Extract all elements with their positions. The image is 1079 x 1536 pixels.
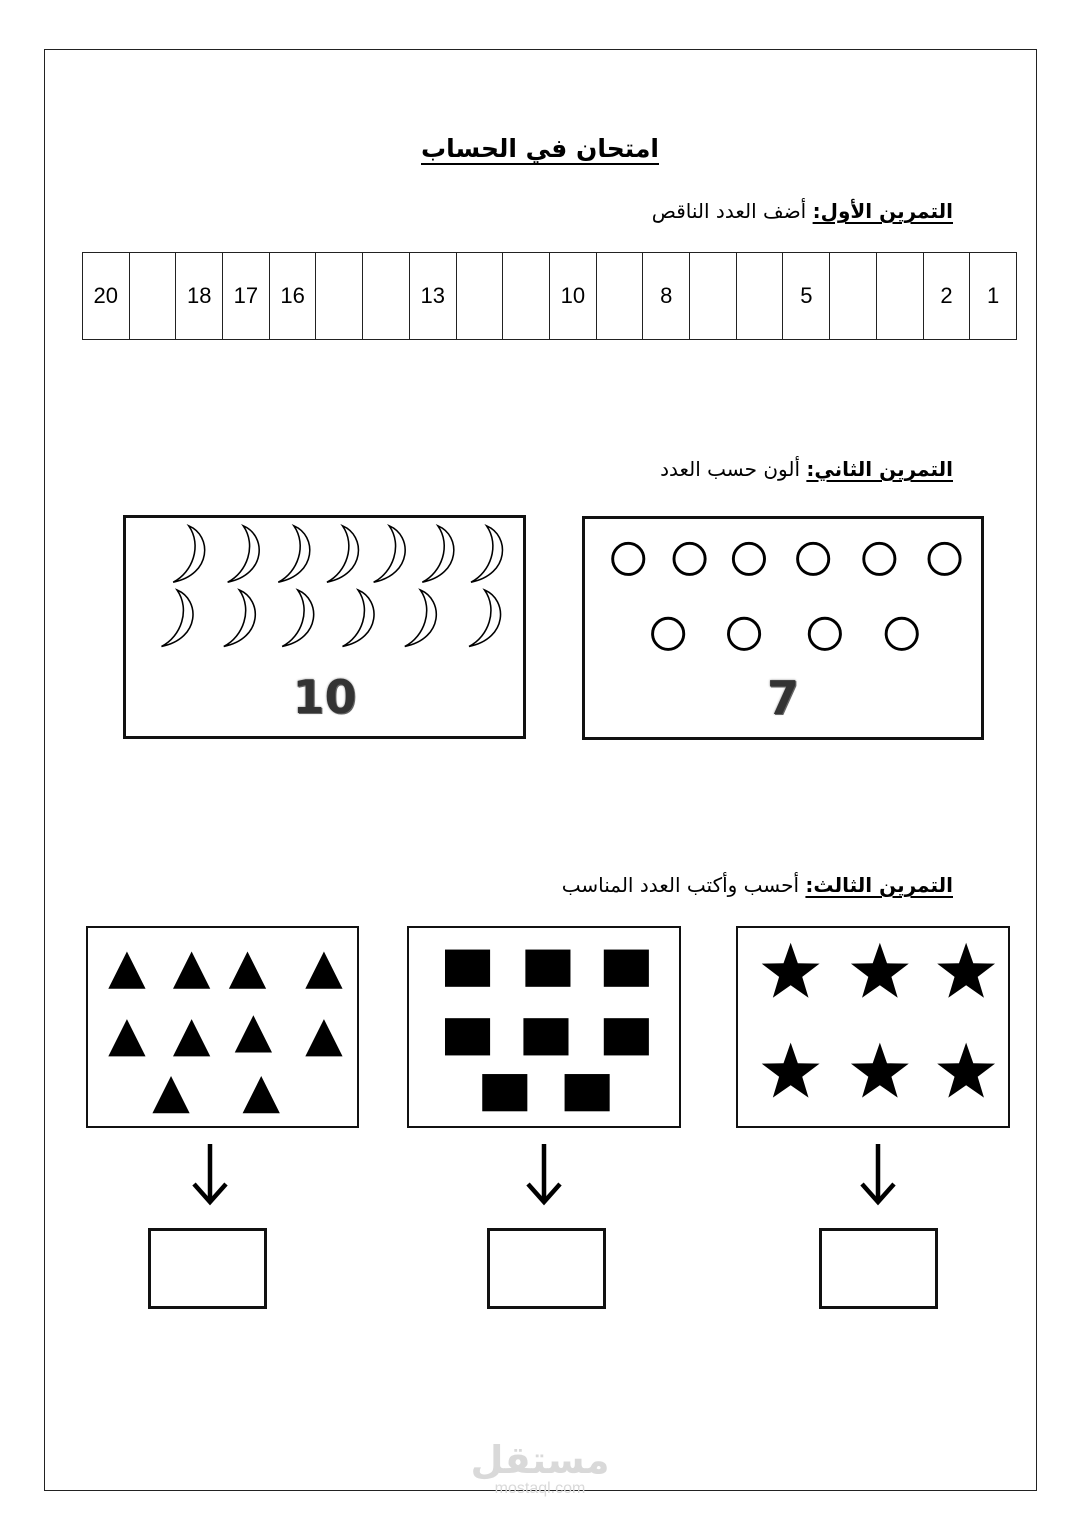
star-shape xyxy=(851,943,909,998)
triangle-shape xyxy=(305,952,342,989)
triangles-box xyxy=(86,926,359,1128)
missing-number-cell[interactable] xyxy=(736,253,783,339)
number-cell: 5 xyxy=(782,253,829,339)
arrow-down-icon xyxy=(524,1142,564,1206)
crescent-shape[interactable] xyxy=(228,526,260,582)
exercise2-label: التمرين الثاني: xyxy=(806,457,953,481)
triangle-shape xyxy=(229,952,266,989)
exercise1-heading xyxy=(652,199,953,223)
triangle-shape xyxy=(173,1019,210,1056)
circle-shape[interactable] xyxy=(886,618,917,649)
answer-box-stars[interactable] xyxy=(819,1228,938,1309)
number-cell: 16 xyxy=(269,253,316,339)
number-cell: 10 xyxy=(549,253,596,339)
triangle-shape xyxy=(152,1076,189,1113)
star-shape xyxy=(937,1043,995,1098)
number-sequence-table xyxy=(82,252,1017,340)
exercise3-label: التمرين الثالث: xyxy=(805,873,953,897)
circle-shape[interactable] xyxy=(674,543,705,574)
crescent-shape[interactable] xyxy=(405,590,437,646)
missing-number-cell[interactable] xyxy=(689,253,736,339)
square-shape xyxy=(565,1074,610,1111)
crescent-shape[interactable] xyxy=(278,526,310,582)
square-shape xyxy=(445,950,490,987)
watermark-url: mostaql.com xyxy=(494,1480,586,1497)
crescent-shape[interactable] xyxy=(161,590,193,646)
missing-number-cell[interactable] xyxy=(876,253,923,339)
star-shape xyxy=(937,943,995,998)
circle-shape[interactable] xyxy=(864,543,895,574)
square-shape xyxy=(523,1018,568,1055)
star-shape xyxy=(851,1043,909,1098)
page-title: امتحان في الحساب xyxy=(421,134,659,163)
answer-box-triangles[interactable] xyxy=(148,1228,267,1309)
crescent-shape[interactable] xyxy=(173,526,205,582)
missing-number-cell[interactable] xyxy=(315,253,362,339)
crescent-shape[interactable] xyxy=(343,590,375,646)
squares-box xyxy=(407,926,681,1128)
crescents-box xyxy=(123,515,526,739)
square-shape xyxy=(604,950,649,987)
number-cell: 20 xyxy=(93,283,119,308)
number-cell: 18 xyxy=(175,253,222,339)
missing-number-cell[interactable] xyxy=(596,253,643,339)
missing-number-cell[interactable] xyxy=(502,253,549,339)
watermark xyxy=(440,1440,640,1498)
circle-shape[interactable] xyxy=(733,543,764,574)
circle-shape[interactable] xyxy=(798,543,829,574)
triangle-shape xyxy=(305,1019,342,1056)
answer-box-squares[interactable] xyxy=(487,1228,606,1309)
crescent-shape[interactable] xyxy=(422,526,454,582)
missing-number-cell[interactable] xyxy=(456,253,503,339)
number-cell: 13 xyxy=(409,253,456,339)
exercise2-instruction: ألون حسب العدد xyxy=(660,457,800,481)
number-cell: 8 xyxy=(642,253,689,339)
arrow-down-icon xyxy=(190,1142,230,1206)
star-shape xyxy=(762,1043,820,1098)
circles-box xyxy=(582,516,984,740)
exercise2-heading xyxy=(660,457,953,481)
triangle-shape xyxy=(108,952,145,989)
triangle-shape xyxy=(243,1076,280,1113)
circle-shape[interactable] xyxy=(929,543,960,574)
circle-shape[interactable] xyxy=(809,618,840,649)
number-cell: 2 xyxy=(923,253,970,339)
exercise1-instruction: أضف العدد الناقص xyxy=(651,199,807,223)
circle-shape[interactable] xyxy=(653,618,684,649)
square-shape xyxy=(604,1018,649,1055)
square-shape xyxy=(445,1018,490,1055)
circle-shape[interactable] xyxy=(729,618,760,649)
square-shape xyxy=(525,950,570,987)
square-shape xyxy=(482,1074,527,1111)
stars-box xyxy=(736,926,1010,1128)
exercise3-heading xyxy=(562,873,953,897)
number-cell: 1 xyxy=(969,253,1016,339)
number-cell: 17 xyxy=(222,253,269,339)
crescent-shape[interactable] xyxy=(224,590,256,646)
crescent-shape[interactable] xyxy=(327,526,359,582)
stars-group xyxy=(738,928,1008,1126)
crescent-shape[interactable] xyxy=(374,526,406,582)
triangles-group xyxy=(88,928,357,1126)
crescent-shape[interactable] xyxy=(282,590,314,646)
triangle-shape xyxy=(235,1015,272,1052)
star-shape xyxy=(762,943,820,998)
exercise1-label: التمرين الأول: xyxy=(812,199,953,223)
crescent-shape[interactable] xyxy=(471,526,503,582)
exercise3-instruction: أحسب وأكتب العدد المناسب xyxy=(561,873,800,897)
missing-number-cell[interactable] xyxy=(362,253,409,339)
watermark-logo: مستقل xyxy=(470,1438,610,1482)
missing-number-cell[interactable] xyxy=(129,253,176,339)
squares-group xyxy=(409,928,679,1126)
circle-shape[interactable] xyxy=(613,543,644,574)
triangle-shape xyxy=(173,952,210,989)
arrow-down-icon xyxy=(858,1142,898,1206)
target-number-circles: 7 xyxy=(766,671,799,725)
triangle-shape xyxy=(108,1019,145,1056)
crescent-shape[interactable] xyxy=(469,590,501,646)
target-number-crescents: 10 xyxy=(292,670,357,724)
missing-number-cell[interactable] xyxy=(829,253,876,339)
